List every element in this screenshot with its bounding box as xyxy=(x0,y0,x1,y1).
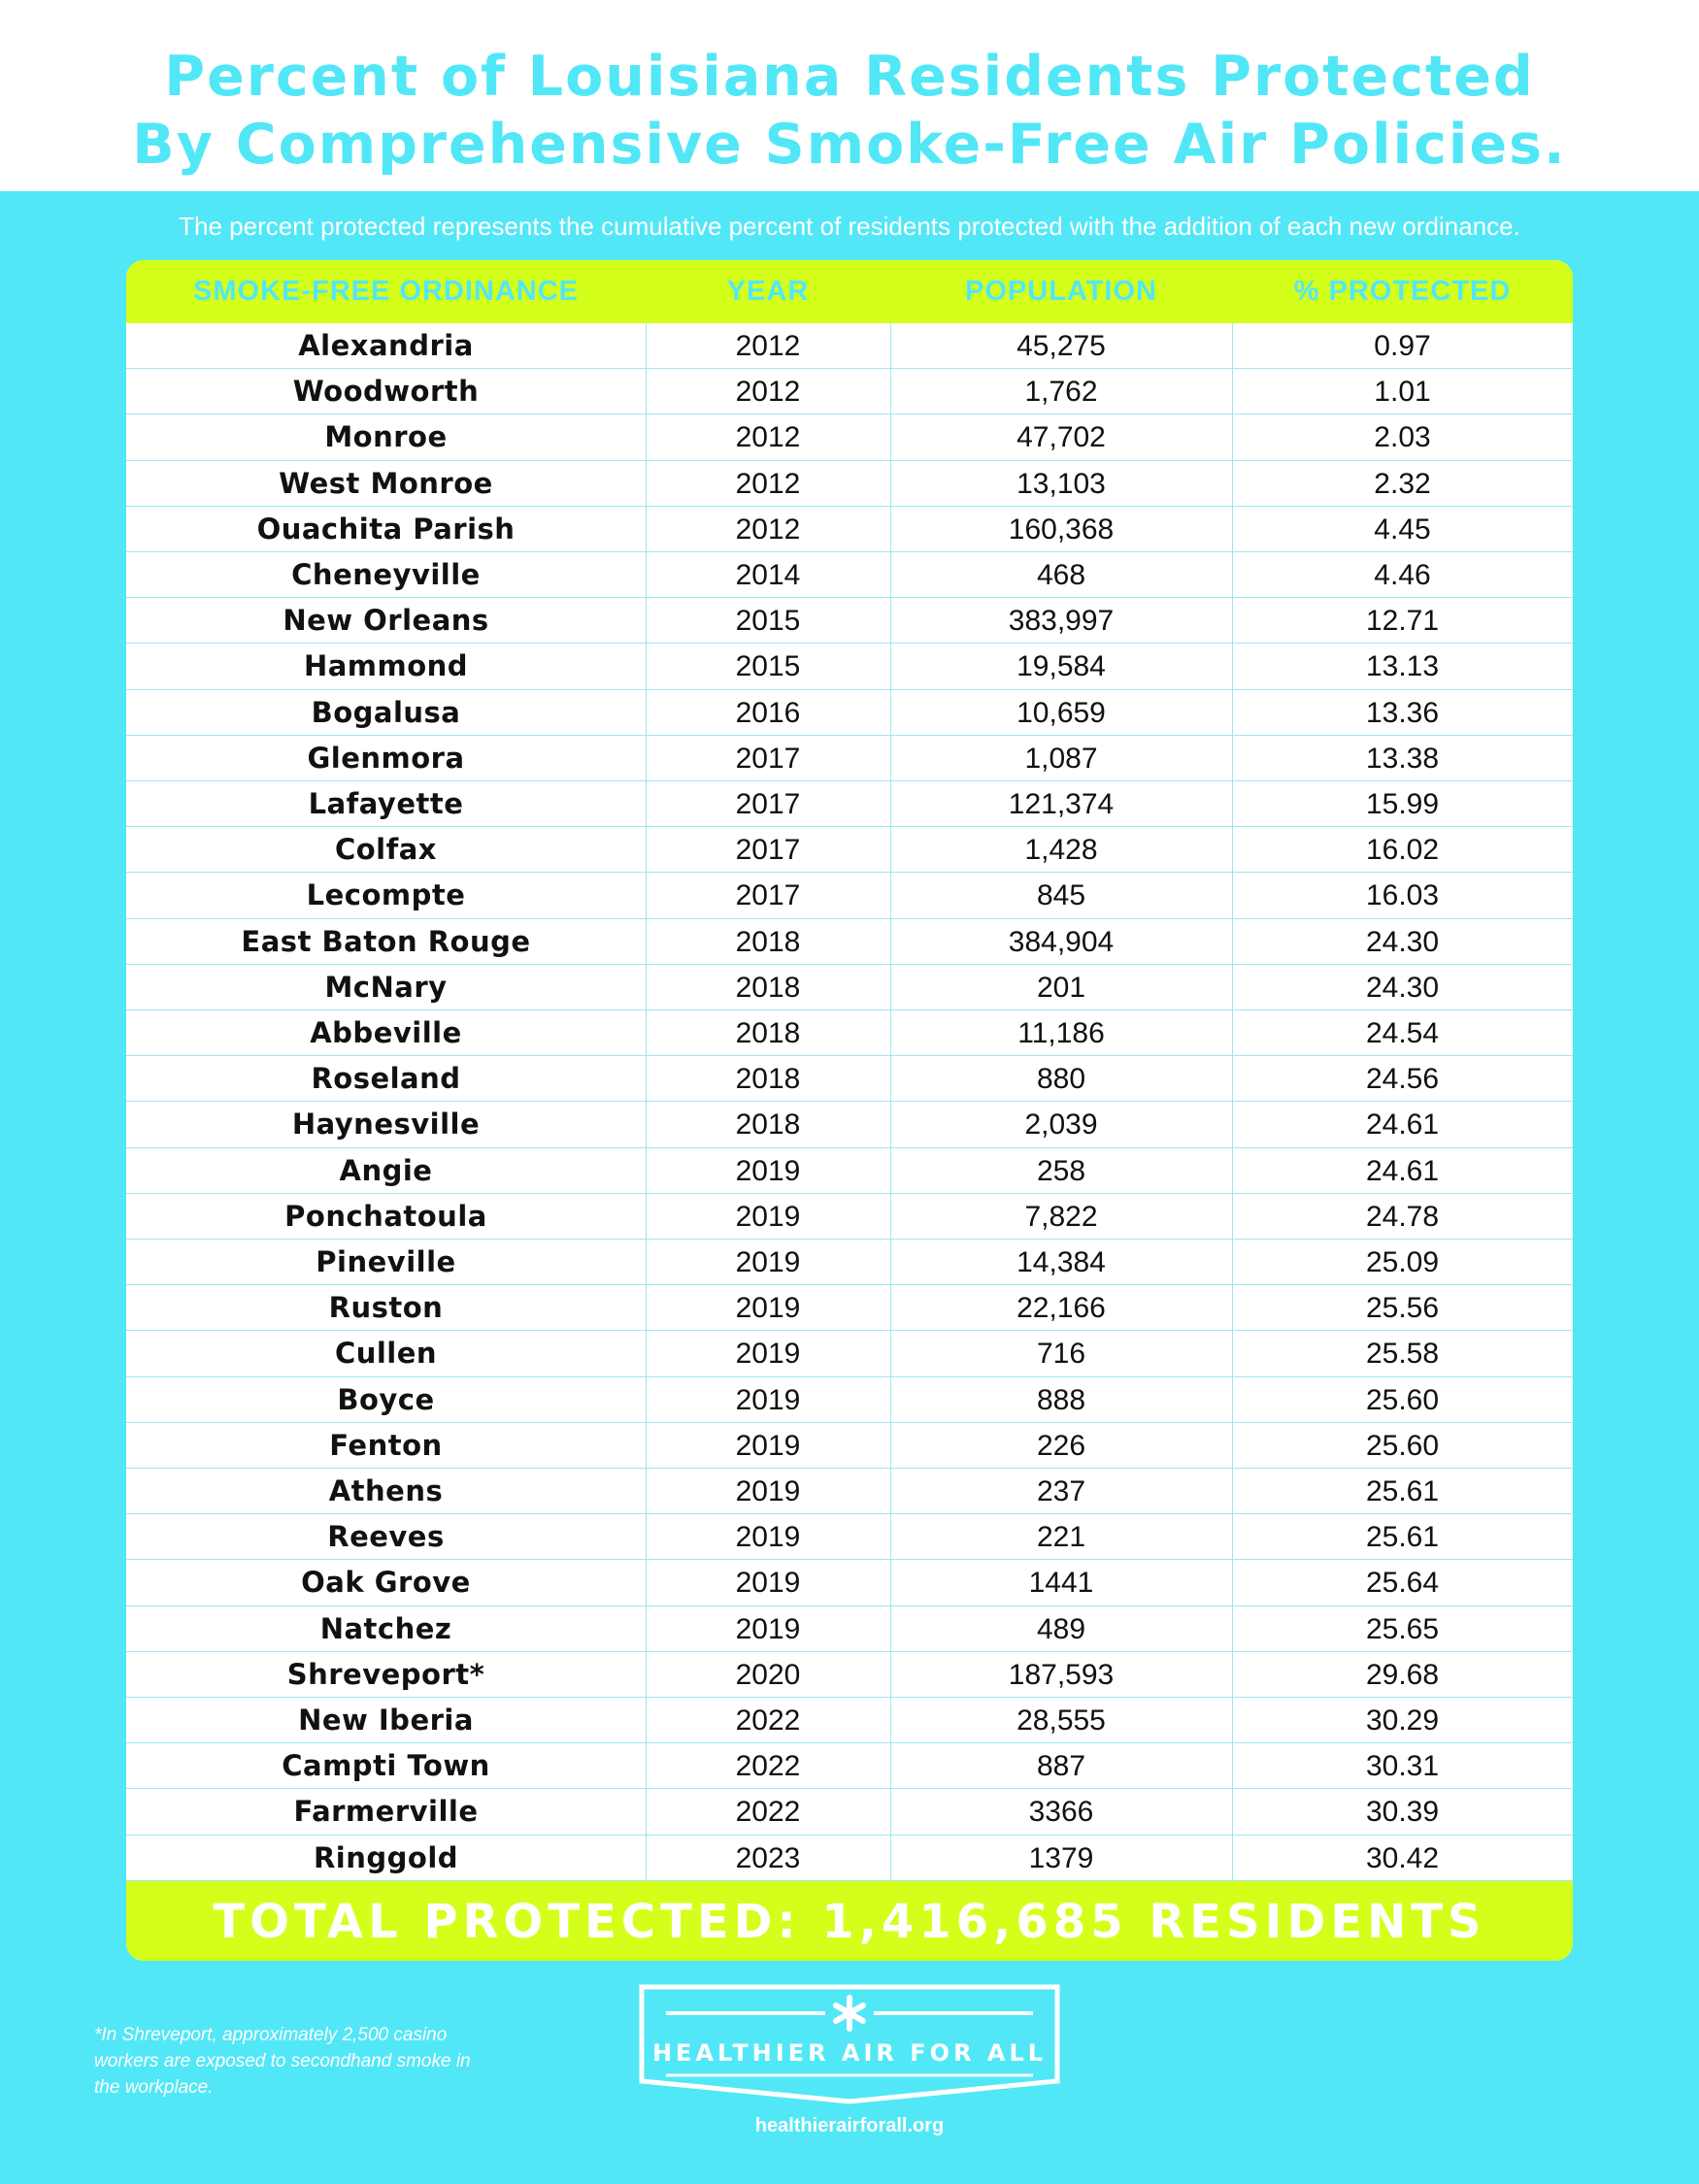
column-divider xyxy=(646,323,647,1946)
cell-year: 2022 xyxy=(735,1796,801,1829)
cell-ordinance: Natchez xyxy=(319,1611,452,1645)
cell-percent-protected: 24.61 xyxy=(1365,1109,1440,1142)
cell-ordinance: Monroe xyxy=(324,420,448,454)
header-population: POPULATION xyxy=(965,276,1157,307)
website-link[interactable]: healthierairforall.org xyxy=(754,2115,945,2136)
table-row xyxy=(126,1514,1573,1560)
table-row xyxy=(126,461,1573,507)
cell-year: 2017 xyxy=(735,788,801,820)
cell-percent-protected: 12.71 xyxy=(1365,605,1440,638)
cell-ordinance: Farmerville xyxy=(293,1795,479,1829)
cell-population: 880 xyxy=(1036,1063,1086,1096)
cell-ordinance: Ringgold xyxy=(313,1840,459,1874)
cell-percent-protected: 16.03 xyxy=(1365,879,1440,912)
cell-population: 160,368 xyxy=(1008,513,1115,546)
cell-percent-protected: 30.29 xyxy=(1365,1704,1440,1737)
table-row xyxy=(126,1010,1573,1056)
cell-year: 2012 xyxy=(735,330,801,362)
table-row xyxy=(126,736,1573,781)
table-row xyxy=(126,507,1573,552)
cell-population: 13,103 xyxy=(1016,467,1106,500)
title-line-2: By Comprehensive Smoke-Free Air Policies. xyxy=(132,113,1567,177)
table-row xyxy=(126,552,1573,598)
cell-ordinance: Cheneyville xyxy=(291,558,481,591)
cell-ordinance: Reeves xyxy=(327,1520,445,1554)
cell-percent-protected: 1.01 xyxy=(1374,376,1431,409)
cell-ordinance: Oak Grove xyxy=(301,1566,471,1600)
subtitle: The percent protected represents the cumulative percent of residents protected with the addition of each new ordinance. xyxy=(179,212,1520,241)
cell-year: 2019 xyxy=(735,1521,801,1554)
cell-year: 2012 xyxy=(735,513,801,546)
cell-population: 19,584 xyxy=(1016,650,1106,683)
cell-population: 888 xyxy=(1036,1383,1086,1416)
cell-population: 887 xyxy=(1036,1750,1086,1783)
cell-ordinance: Bogalusa xyxy=(311,695,461,729)
page-title xyxy=(0,43,1699,179)
cell-percent-protected: 13.13 xyxy=(1365,650,1440,683)
table-row xyxy=(126,781,1573,827)
cell-ordinance: Boyce xyxy=(337,1382,435,1416)
cell-population: 383,997 xyxy=(1008,605,1115,638)
cell-percent-protected: 24.61 xyxy=(1365,1154,1440,1187)
table-row xyxy=(126,1652,1573,1698)
cell-percent-protected: 25.56 xyxy=(1365,1292,1440,1325)
table-row xyxy=(126,827,1573,873)
table-row xyxy=(126,919,1573,965)
cell-population: 1,087 xyxy=(1024,742,1098,775)
cell-ordinance: East Baton Rouge xyxy=(241,924,531,958)
cell-ordinance: Athens xyxy=(328,1474,444,1507)
cell-percent-protected: 25.65 xyxy=(1365,1612,1440,1645)
cell-percent-protected: 4.46 xyxy=(1374,559,1431,591)
cell-population: 121,374 xyxy=(1008,788,1115,820)
table-row xyxy=(126,1469,1573,1514)
table-row xyxy=(126,1331,1573,1376)
table-row xyxy=(126,598,1573,644)
table-row xyxy=(126,369,1573,414)
cell-ordinance: Abbeville xyxy=(310,1016,462,1049)
cell-year: 2016 xyxy=(735,696,801,729)
cell-ordinance: Ponchatoula xyxy=(284,1199,487,1233)
table-row xyxy=(126,690,1573,736)
cell-ordinance: Woodworth xyxy=(292,375,480,409)
cell-percent-protected: 13.38 xyxy=(1365,742,1440,775)
cell-year: 2018 xyxy=(735,925,801,958)
cell-year: 2014 xyxy=(735,559,801,591)
cell-population: 1441 xyxy=(1028,1567,1094,1600)
cell-year: 2017 xyxy=(735,742,801,775)
cell-year: 2015 xyxy=(735,650,801,683)
cell-population: 237 xyxy=(1036,1475,1086,1507)
cell-population: 47,702 xyxy=(1016,421,1106,454)
cell-percent-protected: 0.97 xyxy=(1374,330,1431,362)
cell-population: 468 xyxy=(1036,559,1086,591)
cell-population: 3366 xyxy=(1028,1796,1094,1829)
asterisk-icon xyxy=(836,1998,863,2029)
cell-ordinance: Fenton xyxy=(329,1428,443,1462)
table-row xyxy=(126,965,1573,1010)
cell-ordinance: Glenmora xyxy=(307,741,465,775)
cell-year: 2019 xyxy=(735,1338,801,1371)
cell-ordinance: Pineville xyxy=(316,1245,456,1278)
cell-percent-protected: 25.09 xyxy=(1365,1246,1440,1278)
footnote: *In Shreveport, approximately 2,500 casino workers are exposed to secondhand smoke in the workplace. xyxy=(94,2025,471,2098)
cell-population: 201 xyxy=(1036,971,1086,1004)
cell-year: 2018 xyxy=(735,1109,801,1142)
cell-population: 7,822 xyxy=(1024,1200,1098,1233)
cell-year: 2012 xyxy=(735,421,801,454)
cell-year: 2019 xyxy=(735,1383,801,1416)
cell-year: 2012 xyxy=(735,376,801,409)
table-row xyxy=(126,1102,1573,1147)
cell-ordinance: New Orleans xyxy=(283,604,489,638)
cell-population: 45,275 xyxy=(1016,330,1106,362)
table-row xyxy=(126,1285,1573,1331)
table-row xyxy=(126,323,1573,369)
cell-population: 1379 xyxy=(1028,1841,1094,1874)
cell-population: 14,384 xyxy=(1016,1246,1106,1278)
header-protected: % PROTECTED xyxy=(1293,276,1512,307)
cell-population: 28,555 xyxy=(1016,1704,1106,1737)
cell-population: 11,186 xyxy=(1017,1017,1105,1049)
cell-year: 2019 xyxy=(735,1200,801,1233)
table-row xyxy=(126,414,1573,460)
cell-year: 2022 xyxy=(735,1704,801,1737)
cell-ordinance: Ouachita Parish xyxy=(256,512,516,546)
cell-percent-protected: 24.54 xyxy=(1365,1017,1440,1049)
cell-year: 2019 xyxy=(735,1154,801,1187)
cell-ordinance: Lafayette xyxy=(308,787,464,820)
table-body xyxy=(126,323,1573,1946)
cell-ordinance: West Monroe xyxy=(279,466,493,500)
table-row xyxy=(126,873,1573,918)
cell-population: 845 xyxy=(1036,879,1086,912)
cell-year: 2019 xyxy=(735,1246,801,1278)
cell-year: 2019 xyxy=(735,1429,801,1462)
column-divider xyxy=(1232,323,1233,1946)
cell-population: 384,904 xyxy=(1008,925,1115,958)
header-year: YEAR xyxy=(726,276,810,307)
cell-population: 258 xyxy=(1036,1154,1086,1187)
cell-ordinance: Colfax xyxy=(334,833,438,867)
cell-year: 2012 xyxy=(735,467,801,500)
cell-percent-protected: 29.68 xyxy=(1365,1658,1440,1691)
table-row xyxy=(126,1606,1573,1652)
cell-percent-protected: 25.61 xyxy=(1365,1475,1440,1507)
table-row xyxy=(126,644,1573,689)
cell-percent-protected: 30.31 xyxy=(1365,1750,1440,1783)
table-row xyxy=(126,1560,1573,1605)
cell-percent-protected: 24.56 xyxy=(1365,1063,1440,1096)
cell-ordinance: Lecompte xyxy=(306,878,466,912)
cell-year: 2022 xyxy=(735,1750,801,1783)
cell-ordinance: Cullen xyxy=(334,1337,438,1371)
cell-percent-protected: 25.61 xyxy=(1365,1521,1440,1554)
table-row xyxy=(126,1194,1573,1240)
table-row xyxy=(126,1698,1573,1743)
cell-year: 2018 xyxy=(735,971,801,1004)
cell-percent-protected: 24.30 xyxy=(1365,925,1440,958)
cell-percent-protected: 2.03 xyxy=(1374,421,1431,454)
cell-percent-protected: 24.78 xyxy=(1365,1200,1440,1233)
cell-percent-protected: 25.60 xyxy=(1365,1429,1440,1462)
cell-percent-protected: 30.42 xyxy=(1365,1841,1440,1874)
cell-ordinance: Alexandria xyxy=(298,329,474,362)
cell-ordinance: Ruston xyxy=(328,1291,444,1325)
cell-percent-protected: 25.64 xyxy=(1365,1567,1440,1600)
table-row xyxy=(126,1056,1573,1102)
cell-percent-protected: 2.32 xyxy=(1374,467,1431,500)
cell-year: 2020 xyxy=(735,1658,801,1691)
cell-population: 226 xyxy=(1036,1429,1086,1462)
cell-ordinance: Haynesville xyxy=(291,1108,481,1142)
cell-population: 22,166 xyxy=(1016,1292,1106,1325)
cell-ordinance: Angie xyxy=(339,1153,433,1187)
cell-population: 10,659 xyxy=(1016,696,1106,729)
cell-percent-protected: 15.99 xyxy=(1365,788,1440,820)
ordinance-table xyxy=(126,260,1573,1961)
cell-percent-protected: 4.45 xyxy=(1374,513,1431,546)
cell-year: 2017 xyxy=(735,834,801,867)
table-row xyxy=(126,1836,1573,1881)
cell-ordinance: Roseland xyxy=(311,1062,461,1096)
cell-population: 1,762 xyxy=(1024,376,1098,409)
cell-year: 2017 xyxy=(735,879,801,912)
table-header xyxy=(126,260,1573,323)
cell-ordinance: McNary xyxy=(324,970,448,1004)
cell-ordinance: Hammond xyxy=(303,649,469,683)
table-row xyxy=(126,1423,1573,1469)
cell-year: 2023 xyxy=(735,1841,801,1874)
cell-year: 2018 xyxy=(735,1063,801,1096)
table-row xyxy=(126,1789,1573,1835)
total-protected-banner: TOTAL PROTECTED: 1,416,685 RESIDENTS xyxy=(126,1881,1573,1961)
cell-percent-protected: 30.39 xyxy=(1365,1796,1440,1829)
cell-population: 2,039 xyxy=(1024,1109,1098,1142)
table-row xyxy=(126,1743,1573,1789)
cell-ordinance: New Iberia xyxy=(298,1704,474,1737)
cell-population: 489 xyxy=(1036,1612,1086,1645)
header-ordinance: SMOKE-FREE ORDINANCE xyxy=(192,276,579,307)
cell-population: 1,428 xyxy=(1024,834,1098,867)
cell-population: 716 xyxy=(1036,1338,1086,1371)
cell-year: 2019 xyxy=(735,1567,801,1600)
cell-ordinance: Campti Town xyxy=(282,1749,490,1783)
healthier-air-logo xyxy=(639,1984,1060,2104)
cell-percent-protected: 16.02 xyxy=(1365,834,1440,867)
cell-population: 221 xyxy=(1036,1521,1086,1554)
cell-year: 2015 xyxy=(735,605,801,638)
cell-percent-protected: 13.36 xyxy=(1365,696,1440,729)
cell-population: 187,593 xyxy=(1008,1658,1115,1691)
logo-text: HEALTHIER AIR FOR ALL xyxy=(651,2039,1048,2067)
table-row xyxy=(126,1148,1573,1194)
cell-percent-protected: 25.60 xyxy=(1365,1383,1440,1416)
cell-year: 2018 xyxy=(735,1017,801,1049)
cell-ordinance: Shreveport* xyxy=(286,1657,485,1691)
table-row xyxy=(126,1377,1573,1423)
cell-percent-protected: 24.30 xyxy=(1365,971,1440,1004)
cell-year: 2019 xyxy=(735,1292,801,1325)
title-line-1: Percent of Louisiana Residents Protected xyxy=(164,45,1535,109)
column-divider xyxy=(890,323,891,1946)
cell-year: 2019 xyxy=(735,1612,801,1645)
cell-percent-protected: 25.58 xyxy=(1365,1338,1440,1371)
table-row xyxy=(126,1240,1573,1285)
cell-year: 2019 xyxy=(735,1475,801,1507)
